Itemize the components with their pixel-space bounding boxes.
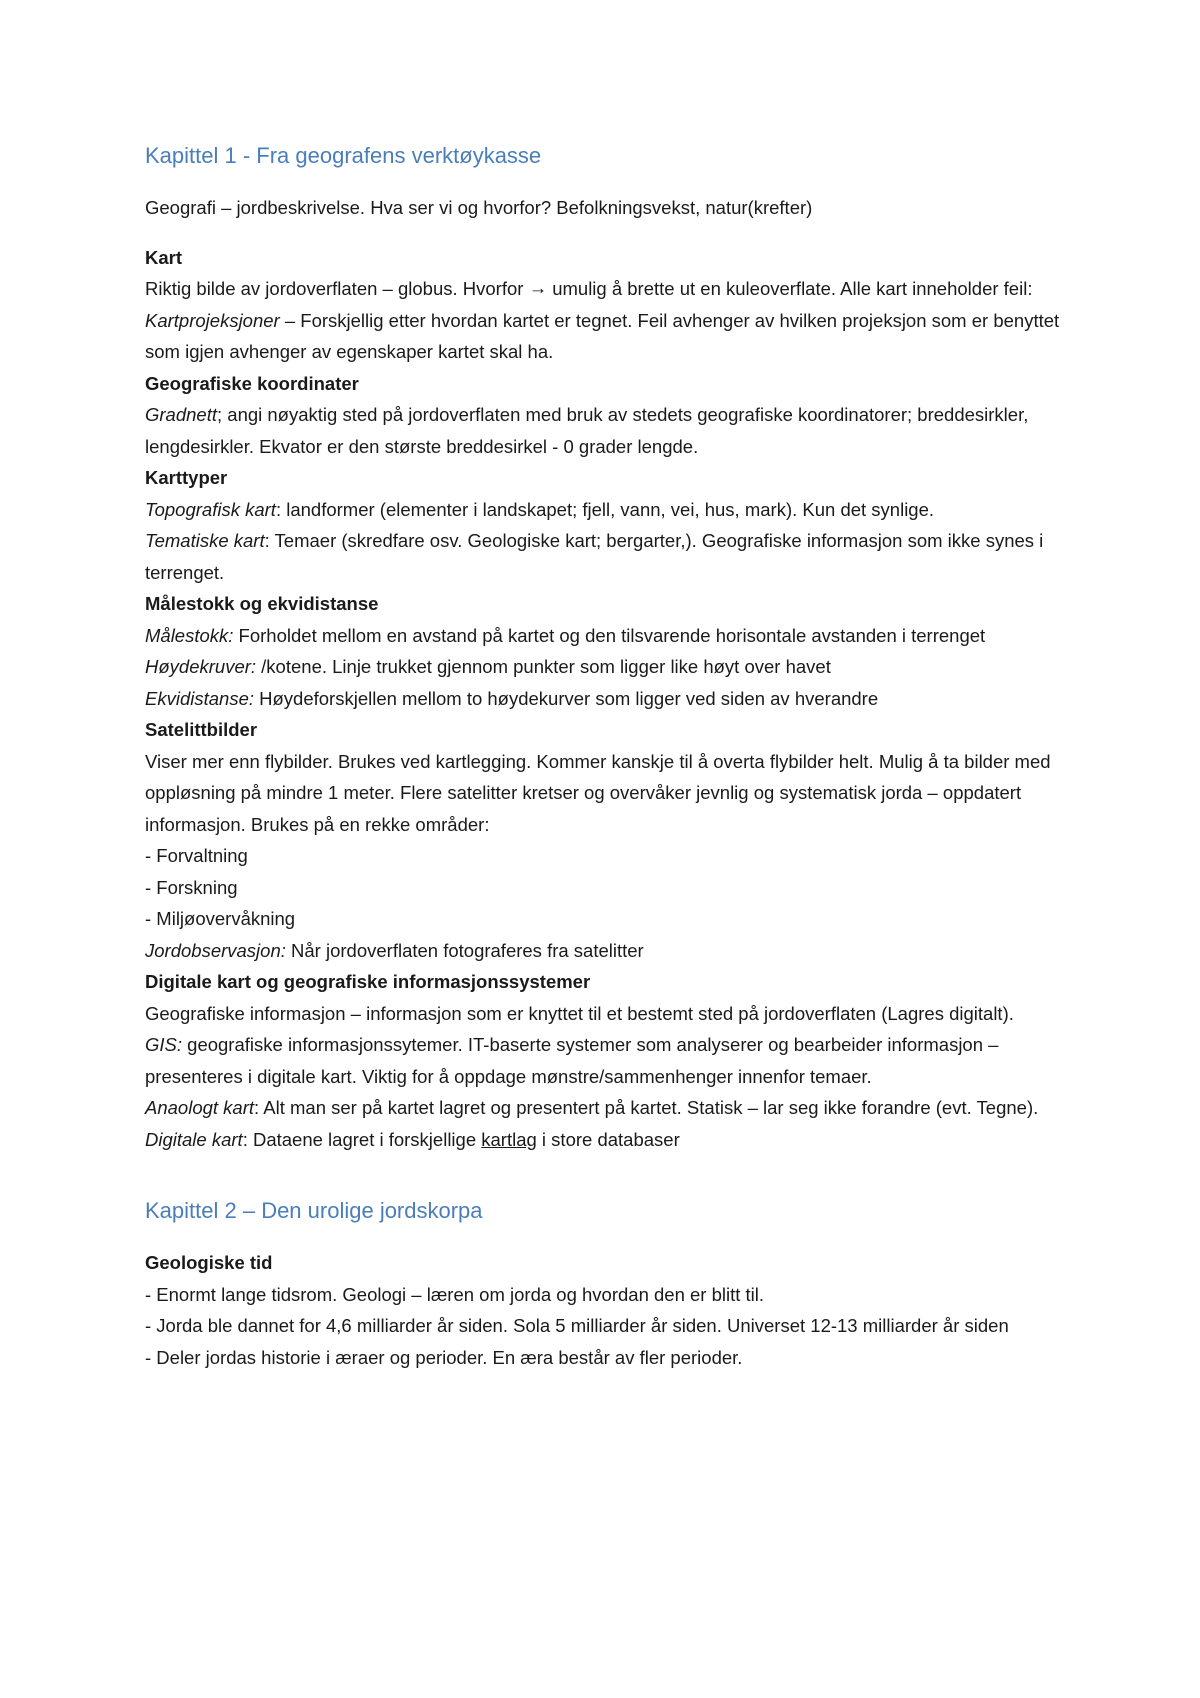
hoydekurver-term: Høydekruver: xyxy=(145,656,257,677)
tematiske-term: Tematiske kart xyxy=(145,530,265,551)
satellitt-paragraph: Viser mer enn flybilder. Brukes ved kartlegging. Kommer kanskje til å overta flybilder helt. Mulig å ta bilder med oppløsning på mindre 1 meter. Flere satelitter kretser og overvåker jevnlig og systematisk jorda – oppdatert informasjon. Brukes på en rekke områder: xyxy=(145,750,1051,835)
malestokk-term: Målestokk: xyxy=(145,624,234,646)
jordobservasjon-text: Når jordoverflaten fotograferes fra satelitter xyxy=(285,939,644,961)
topografisk-text: : landformer (elementer i landskapet; fjell, vann, vei, hus, mark). Kun det synlige. xyxy=(275,498,935,520)
document-page xyxy=(145,140,1065,1373)
gis-paragraph xyxy=(145,1029,1065,1092)
digitale-kart-text-b: i store databaser xyxy=(536,1128,680,1150)
list-item: - Miljøovervåkning xyxy=(145,908,296,929)
malestokk-text: Forholdet mellom en avstand på kartet og den tilsvarende horisontale avstanden i terrenget xyxy=(233,624,986,646)
chapter-1-title: Kapittel 1 - Fra geografens verktøykasse xyxy=(145,143,542,168)
topografisk-term: Topografisk kart xyxy=(145,498,276,520)
kart-paragraph xyxy=(145,273,1065,305)
gis-intro-paragraph: Geografiske informasjon – informasjon som er knyttet til et bestemt sted på jordoverflaten (Lagres digitalt). xyxy=(145,1002,1014,1024)
digitale-kart-text-a: : Dataene lagret i forskjellige xyxy=(242,1128,482,1150)
geologisk-tid-heading: Geologiske tid xyxy=(145,1252,273,1273)
analogt-kart-paragraph xyxy=(145,1092,1065,1124)
ekvidistanse-text: Høydeforskjellen mellom to høydekurver som ligger ved siden av hverandre xyxy=(254,687,879,709)
malestokk-heading: Målestokk og ekvidistanse xyxy=(145,593,379,614)
jordobservasjon-paragraph xyxy=(145,935,1065,967)
gradnett-term: Gradnett xyxy=(145,404,217,425)
malestokk-paragraph xyxy=(145,620,1065,652)
jordobservasjon-term: Jordobservasjon: xyxy=(145,939,286,961)
kartlag-underlined: kartlag xyxy=(481,1128,537,1150)
kartprojeksjoner-paragraph xyxy=(145,305,1065,368)
ekvidistanse-term: Ekvidistanse: xyxy=(145,687,254,709)
gis-heading: Digitale kart og geografiske informasjonssystemer xyxy=(145,971,591,992)
kart-text-a: Riktig bilde av jordoverflaten – globus. Hvorfor xyxy=(145,278,529,299)
gis-term: GIS: xyxy=(145,1034,183,1055)
list-item: - Enormt lange tidsrom. Geologi – læren om jorda og hvordan den er blitt til. xyxy=(145,1283,765,1305)
kartprojeksjoner-text: – Forskjellig etter hvordan kartet er tegnet. Feil avhenger av hvilken projeksjon som er benyttet som igjen avhenger av egenskaper kartet skal ha. xyxy=(145,309,1060,362)
koordinater-heading: Geografiske koordinater xyxy=(145,372,359,394)
gis-text: geografiske informasjonssytemer. IT-baserte systemer som analyserer og bearbeider informasjon – presenteres i digitale kart. Viktig for å oppdage mønstre/sammenhenger innenfor temaer. xyxy=(145,1034,999,1087)
list-item: - Forvaltning xyxy=(145,845,248,866)
karttyper-heading: Karttyper xyxy=(145,467,228,488)
kart-text-b: umulig å brette ut en kuleoverflate. Alle kart inneholder feil: xyxy=(547,278,1033,299)
topografisk-paragraph xyxy=(145,494,1065,526)
tematiske-text: : Temaer (skredfare osv. Geologiske kart; bergarter,). Geografiske informasjon som ikke synes i terrenget. xyxy=(145,530,1044,583)
analogt-kart-term: Anaologt kart xyxy=(145,1097,255,1118)
chapter-1-intro: Geografi – jordbeskrivelse. Hva ser vi og hvorfor? Befolkningsvekst, natur(krefter) xyxy=(145,197,813,218)
ekvidistanse-paragraph xyxy=(145,683,1065,715)
list-item: - Jorda ble dannet for 4,6 milliarder år siden. Sola 5 milliarder år siden. Universet 12-13 milliarder år siden xyxy=(145,1315,1009,1336)
digitale-kart-term: Digitale kart xyxy=(145,1128,243,1150)
right-arrow-icon: → xyxy=(528,277,548,298)
list-item: - Forskning xyxy=(145,876,238,898)
analogt-kart-text: : Alt man ser på kartet lagret og presentert på kartet. Statisk – lar seg ikke forandre (evt. Tegne). xyxy=(254,1097,1039,1118)
list-item: - Deler jordas historie i æraer og perioder. En æra består av fler perioder. xyxy=(145,1346,743,1368)
hoydekurver-text: /kotene. Linje trukket gjennom punkter som ligger like høyt over havet xyxy=(256,656,831,677)
kart-heading: Kart xyxy=(145,246,183,268)
satellitt-heading: Satelittbilder xyxy=(145,719,258,740)
digitale-kart-paragraph xyxy=(145,1124,1065,1156)
hoydekurver-paragraph xyxy=(145,651,1065,683)
kartprojeksjoner-term: Kartprojeksjoner xyxy=(145,309,280,331)
gradnett-text: ; angi nøyaktig sted på jordoverflaten med bruk av stedets geografiske koordinatorer; breddesirkler, lengdesirkler. Ekvator er den største breddesirkel - 0 grader lengde. xyxy=(145,404,1029,457)
gradnett-paragraph xyxy=(145,399,1065,462)
chapter-2-title: Kapittel 2 – Den urolige jordskorpa xyxy=(145,1198,483,1223)
tematiske-paragraph xyxy=(145,525,1065,588)
